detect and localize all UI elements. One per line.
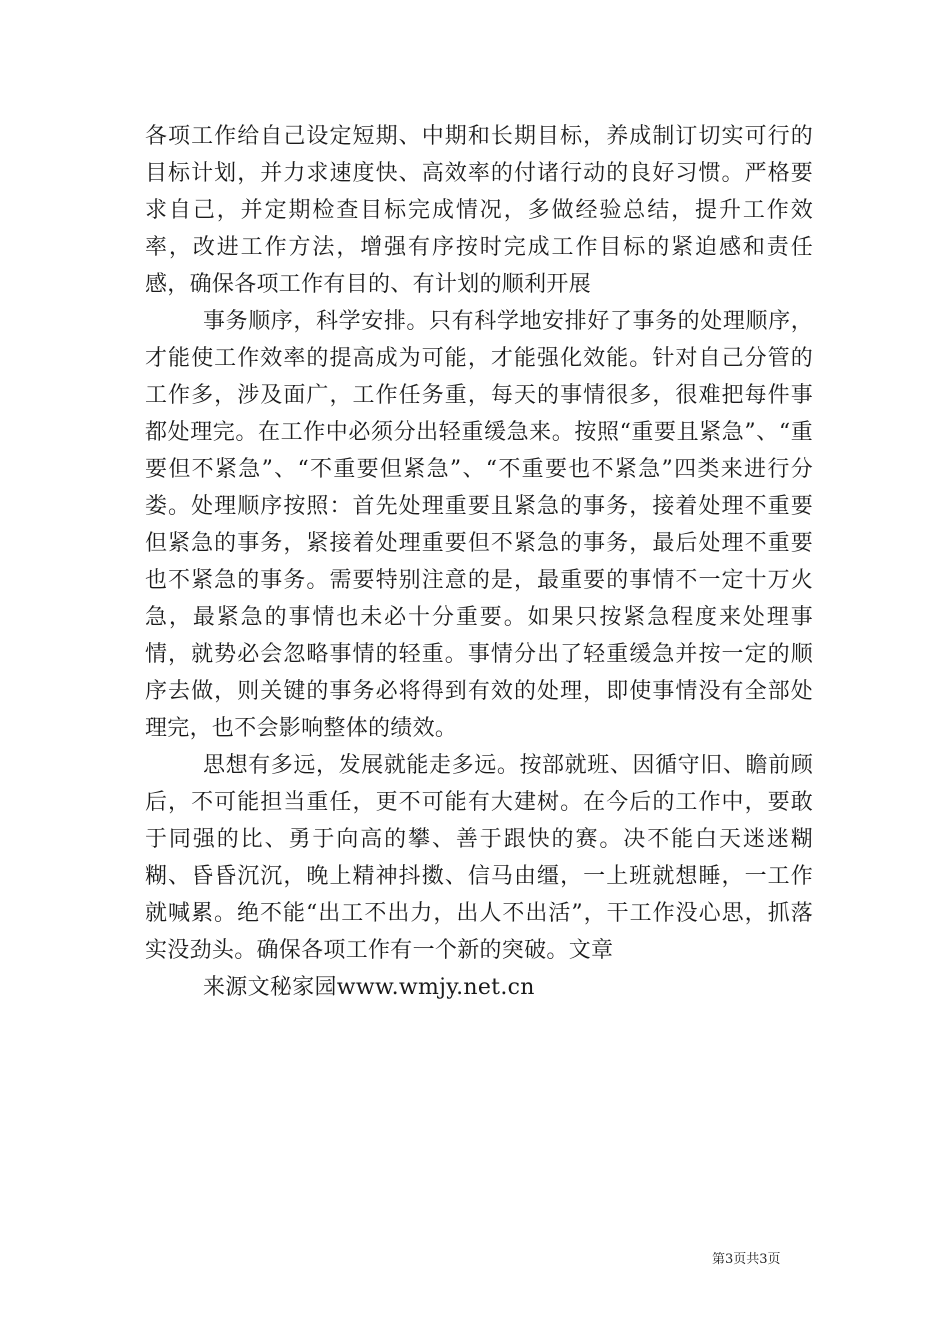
paragraph-source: 来源文秘家园www.wmjy.net.cn <box>203 975 535 1000</box>
paragraph-task-order: 事务顺序，科学安排。只有科学地安排好了事务的处理顺序，才能使工作效率的提高成为可能，才能强化效能。针对自己分管的工作多，涉及面广，工作任务重，每天的事情很多，很难把每件事都处理完。在工作中必须分出轻重缓急来。按照“重要且紧急”、“重要但不紧急”、“不重要但紧急”、“不重要也不紧急”四类来进行分娄。处理顺序按照：首先处理重要且紧急的事务，接着处理不重要但紧急的事务，紧接着处理重要但不紧急的事务，最后处理不重要也不紧急的事务。需要特别注意的是，最重要的事情不一定十万火急，最紧急的事情也未必十分重要。如果只按紧急程度来处理事情，就势必会忽略事情的轻重。事情分出了轻重缓急并按一定的顺序去做，则关键的事务必将得到有效的处理，即使事情没有全部处理完，也不会影响整体的绩效。 <box>145 309 813 741</box>
paragraph-goal-setting: 各项工作给自己设定短期、中期和长期目标，养成制订切实可行的目标计划，并力求速度快、高效率的付诸行动的良好习惯。严格要求自己，并定期检查目标完成情况，多做经验总结，提升工作效率，改进工作方法，增强有序按时完成工作目标的紧迫感和责任感，确保各项工作有目的、有计划的顺利开展 <box>145 124 813 297</box>
page-number: 第3页共3页 <box>712 1252 781 1267</box>
document-body <box>145 118 813 1006</box>
paragraph-mindset: 思想有多远，发展就能走多远。按部就班、因循守旧、瞻前顾后，不可能担当重任，更不可能有大建树。在今后的工作中，要敢于同强的比、勇于向高的攀、善于跟快的赛。决不能白天迷迷糊糊、昏昏沉沉，晚上精神抖擞、信马由缰，一上班就想睡，一工作就喊累。绝不能“出工不出力，出人不出活”，干工作没心思，抓落实没劲头。确保各项工作有一个新的突破。文章 <box>145 753 813 963</box>
